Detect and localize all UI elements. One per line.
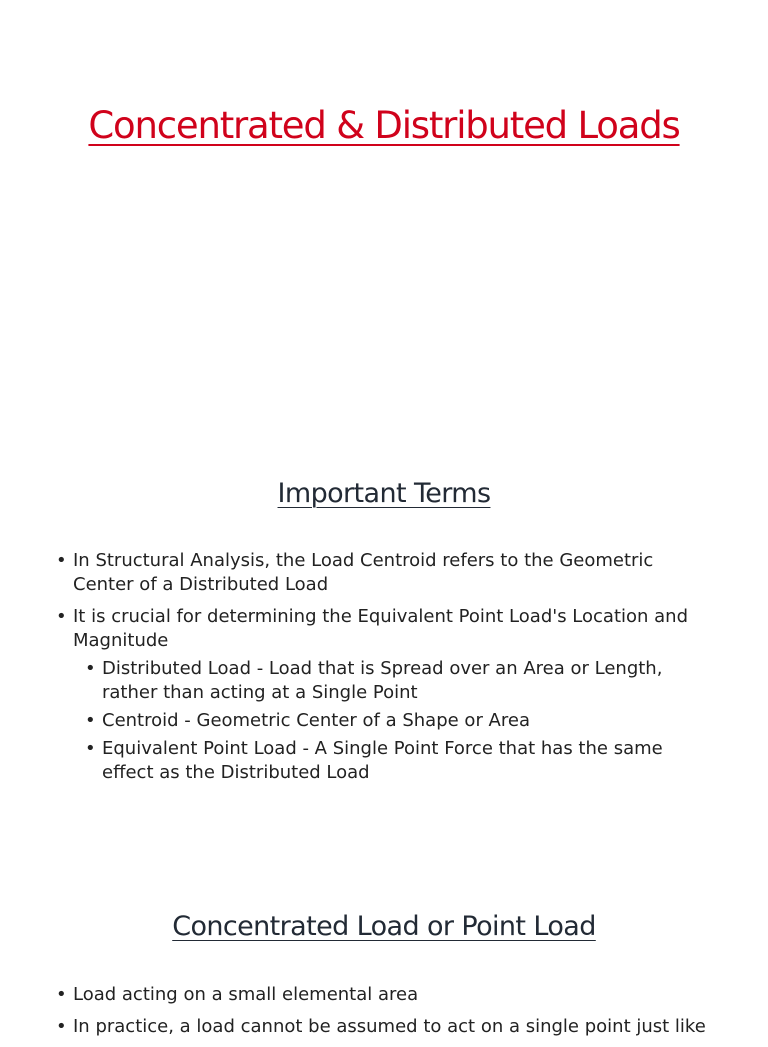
sub-list-item-text: Centroid - Geometric Center of a Shape or Area xyxy=(102,710,530,731)
concentrated-load-heading: Concentrated Load or Point Load xyxy=(172,911,596,942)
list-item xyxy=(56,1015,716,1039)
bullet-icon: • xyxy=(85,658,96,679)
list-item-text: In practice, a load cannot be assumed to act on a single point just like xyxy=(73,1016,706,1037)
list-item xyxy=(56,549,716,597)
sub-list-item xyxy=(85,709,716,733)
sub-list-item-text: Distributed Load - Load that is Spread over an Area or Length, rather than acting at a Single Point xyxy=(102,658,663,703)
list-item-text: In Structural Analysis, the Load Centroid refers to the Geometric Center of a Distributed Load xyxy=(73,550,654,595)
list-item xyxy=(56,605,716,653)
sub-list-item xyxy=(85,657,716,705)
bullet-icon: • xyxy=(85,710,96,731)
bullet-icon: • xyxy=(56,550,67,571)
sub-list-item-text: Equivalent Point Load - A Single Point Force that has the same effect as the Distributed Load xyxy=(102,738,663,783)
important-terms-list xyxy=(56,549,716,789)
list-item-text: Load acting on a small elemental area xyxy=(73,984,419,1005)
list-item xyxy=(56,983,716,1007)
page-title: Concentrated & Distributed Loads xyxy=(88,104,680,147)
important-terms-heading: Important Terms xyxy=(277,478,491,509)
concentrated-load-list xyxy=(56,983,716,1047)
list-item-text: It is crucial for determining the Equivalent Point Load's Location and Magnitude xyxy=(73,606,689,651)
sub-list-item xyxy=(85,737,716,785)
bullet-icon: • xyxy=(56,984,67,1005)
bullet-icon: • xyxy=(56,606,67,627)
bullet-icon: • xyxy=(85,738,96,759)
bullet-icon: • xyxy=(56,1016,67,1037)
